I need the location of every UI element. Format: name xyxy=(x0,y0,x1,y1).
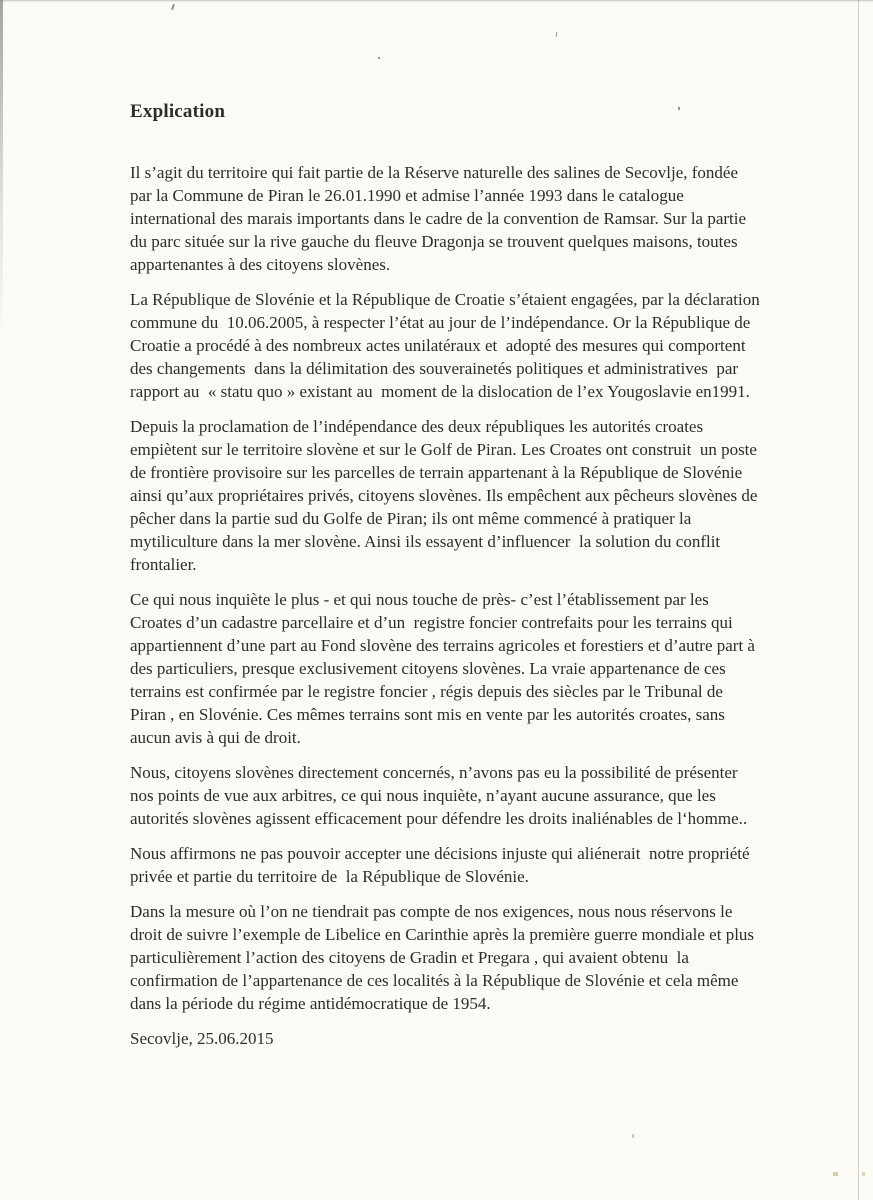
dateline: Secovlje, 25.06.2015 xyxy=(130,1029,274,1048)
paragraph-reserve-naturelle: Il s’agit du territoire qui fait partie de la Réserve naturelle des salines de Secovlje, fondée par la Commune de Piran le 26.01.1990 et admise l’année 1993 dans le catalogue international des marais importants dans le cadre de la convention de Ramsar. Sur la partie du parc située sur la rive gauche du fleuve Dragonja se trouvent quelques maisons, toutes appartenantes à des citoyens slovènes. xyxy=(130,163,751,274)
scan-artifact-top-edge xyxy=(0,0,873,2)
scan-speck xyxy=(862,1172,865,1176)
paragraph-declaration-commune: La République de Slovénie et la République de Croatie s’étaient engagées, par la déclaration commune du 10.06.2005, à respecter l’état au jour de l’indépendance. Or la République de Croatie a procédé à des nombreux actes unilatéraux et adopté des mesures qui comportent des changements dans la délimitation des souverainetés politiques et administratives par rapport au « statu quo » existant au moment de la dislocation de l’ex Yougoslavie en1991. xyxy=(130,290,764,401)
scan-artifact-left-edge xyxy=(0,0,3,340)
scan-speck xyxy=(833,1172,838,1176)
paragraph-autorites-croates: Depuis la proclamation de l’indépendance des deux républiques les autorités croates empiètent sur le territoire slovène et sur le Golf de Piran. Les Croates ont construit un poste de frontière provisoire sur les parcelles de terrain appartenant à la République de Slovénie ainsi qu’aux propriétaires privés, citoyens slovènes. Ils empêchent aux pêcheurs slovènes de pêcher dans la partie sud du Golfe de Piran; ils ont même commencé à pratiquer la mytiliculture dans la mer slovène. Ainsi ils essayent d’influencer la solution du conflit frontalier. xyxy=(130,417,762,574)
scan-speck xyxy=(378,57,380,59)
scan-speck xyxy=(171,4,175,10)
letter-title: Explication xyxy=(130,101,226,122)
letter-body xyxy=(130,101,764,1050)
paragraph-decision-injuste: Nous affirmons ne pas pouvoir accepter une décisions injuste qui aliénerait notre propriété privée et partie du territoire de la République de Slovénie. xyxy=(130,844,754,886)
paragraph-citoyens-concernes: Nous, citoyens slovènes directement concernés, n’avons pas eu la possibilité de présenter nos points de vue aux arbitres, ce qui nous inquiète, n’ayant aucune assurance, que les autorités slovènes agissent efficacement pour défendre les droits inaliénables de l‘homme.. xyxy=(130,763,748,828)
paragraph-exemple-libelice: Dans la mesure où l’on ne tiendrait pas compte de nos exigences, nous nous réservons le droit de suivre l’exemple de Libelice en Carinthie après la première guerre mondiale et plus particulièrement l’action des citoyens de Gradin et Pregara , qui avaient obtenu la confirmation de l’appartenance de ces localités à la République de Slovénie et cela même dans la période du régime antidémocratique de 1954. xyxy=(130,902,759,1013)
scan-speck xyxy=(632,1134,634,1138)
scan-artifact-right-edge xyxy=(858,0,859,1200)
scan-speck xyxy=(556,32,558,37)
paragraph-cadastre-contrefait: Ce qui nous inquiète le plus - et qui nous touche de près- c’est l’établissement par les Croates d’un cadastre parcellaire et d’un registre foncier contrefaits pour les terrains qui appartiennent d’une part au Fond slovène des terrains agricoles et forestiers et d’autre part à des particuliers, presque exclusivement citoyens slovènes. La vraie appartenance de ces terrains est confirmée par le registre foncier , régis depuis des siècles par le Tribunal de Piran , en Slovénie. Ces mêmes terrains sont mis en vente par les autorités croates, sans aucun avis à qui de droit. xyxy=(130,590,760,747)
